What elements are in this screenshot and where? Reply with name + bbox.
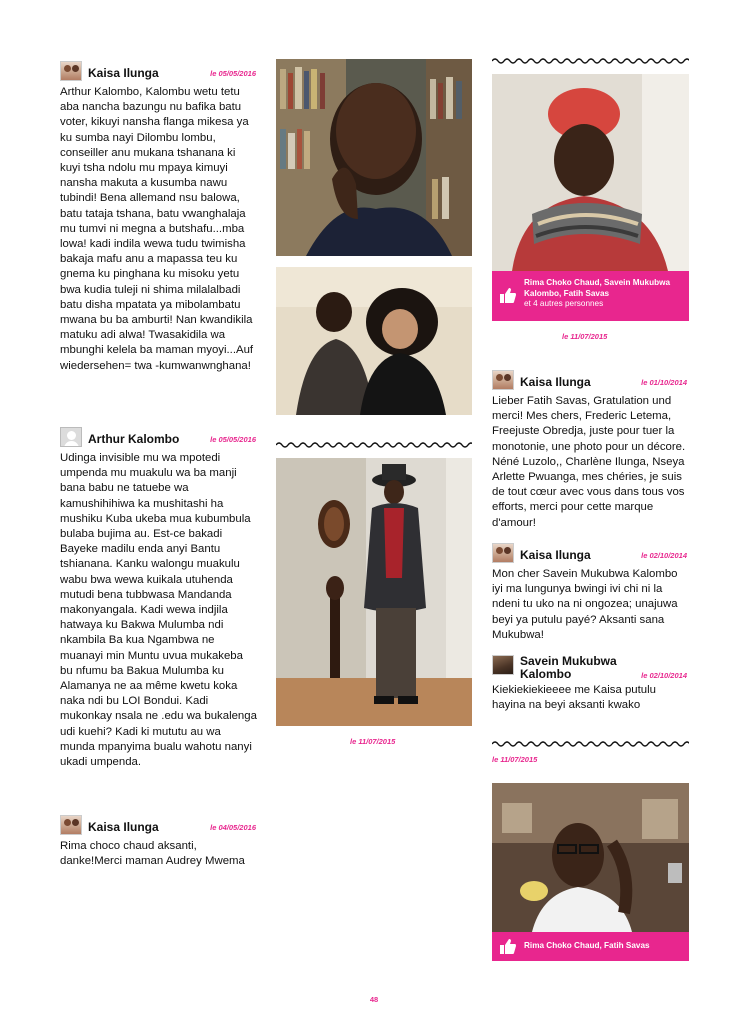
glasses-man-photo <box>492 783 689 932</box>
portrait-photo <box>276 59 472 256</box>
glasses-man-image <box>492 783 689 932</box>
red-hat-photo <box>492 74 689 271</box>
comment-author: Kaisa Ilunga <box>520 548 591 562</box>
comment-text: Udinga invisible mu wa mpotedi umpenda mu muakulu wa ba manji bana babu ne tatuebe wa kamushihihiwa ka mushitashi ha mushiku Kuba ukeba mua kubumbula bulaba bujima au. Est-ce bakadi Bayeke madilu enda anyi Bantu tshianana. Kanku walongu muakulu wabu bwa wewa kuikala utuhenda mutudi bena tubbwasa Mandanda makonyangala. Kadi wewa indjila hatwaya ku Bakwa Mulumba ndi nkambila Ba kua Ngambwa ne muanayi min Muntu uvua mukakeba bu nfumu ba Bakua Mulumba ku Alamanya ne aa même kwetu koka naka ndi bu LOI Bondui. Kadi mukonkay nsala ne .edu wa bukalenga udi kuehi? Kadi ki mututu au wa munda mpanyima bualu wahotu nanyi ukadi umpenda. <box>60 452 257 769</box>
comment-date: le 05/05/2016 <box>210 435 256 444</box>
family-avatar-icon <box>492 543 514 563</box>
thumbs-up-icon <box>500 288 516 303</box>
left-column <box>60 0 258 1024</box>
likes-bar[interactable] <box>492 932 689 961</box>
comment-text: Kiekiekiekieeee me Kaisa putulu hayina na beyi aksanti kwako <box>492 684 656 712</box>
comment-author: Arthur Kalombo <box>88 432 180 446</box>
comment-kaisa-4 <box>492 543 689 643</box>
default-avatar-icon <box>60 427 82 447</box>
likes-names: Rima Choko Chaud, Savein Mukubwa Kalombo, Fatih Savas <box>524 278 671 298</box>
comment-author: Kaisa Ilunga <box>88 66 159 80</box>
comment-date: le 01/10/2014 <box>641 378 687 387</box>
photo-date-stamp: le 11/07/2015 <box>350 737 396 746</box>
couple-photo <box>276 267 472 415</box>
comment-author: Kaisa Ilunga <box>88 820 159 834</box>
comment-author: Kaisa Ilunga <box>520 375 591 389</box>
comment-kaisa-2 <box>60 815 258 869</box>
comment-text: Mon cher Savein Mukubwa Kalombo iyi ma lungunya bwingi ivi chi ni la ndeni tu uko na ni ongozea; unajuwa beyi ya putulu payé? Aksanti sana Mukubwa! <box>492 568 678 641</box>
comment-date: le 02/10/2014 <box>641 551 687 560</box>
family-avatar-icon <box>60 61 82 81</box>
man-in-hat-image <box>276 458 472 726</box>
comment-date: le 02/10/2014 <box>641 671 687 680</box>
comment-text: Rima choco chaud aksanti, danke!Merci maman Audrey Mwema <box>60 840 245 868</box>
family-avatar-icon <box>60 815 82 835</box>
comment-arthur <box>60 427 258 770</box>
comment-author: Savein Mukubwa Kalombo <box>520 654 617 681</box>
photo-date-stamp: le 11/07/2015 <box>492 755 538 764</box>
family-avatar-icon <box>492 370 514 390</box>
wavy-divider-icon <box>492 740 689 748</box>
red-hat-image <box>492 74 689 271</box>
profile-photo-avatar <box>492 655 514 675</box>
couple-image <box>276 267 472 415</box>
man-in-hat-photo <box>276 458 472 726</box>
page-number: 48 <box>369 995 379 1004</box>
comment-date: le 05/05/2016 <box>210 69 256 78</box>
comment-date: le 04/05/2016 <box>210 823 256 832</box>
comment-savein <box>492 655 689 713</box>
middle-column <box>276 0 472 1024</box>
comment-text: Arthur Kalombo, Kalombu wetu tetu aba nancha bazungu nu bafika batu voter, kikuyi nansha flanga mikesa ya ku sumba nayi Dilombu lombu, conseiller anu mukana tshanana ki kuyi tsha ndolu mu mpaya kimuyi nansha makuta a kusumba nawu tubindi! Bena allemand nsu balowa, batu tataja tshana, batu vwanghalaja mu tumvi ni megna a butshafu...mba lowa! kadi indila wewa tudu twimisha bakaja mafu anu a mapassa teu ku gnema ku pinghana ku misoku yetu bwa kudia tuleji ni shima milalalbadi batu disha mpatata ya mibolambatu mwana bu ba amburti! Nan kwandikila matuku adi alwa! Twasakidila wa mbunghi kelela ba maman myoyi...Auf wiedersehen= twa -kumwanwnghana! <box>60 86 254 372</box>
comment-kaisa-3 <box>492 370 689 531</box>
thumbs-up-icon <box>500 939 516 954</box>
portrait-image <box>276 59 472 256</box>
likes-more[interactable]: et 4 autres personnes <box>524 299 604 308</box>
comment-kaisa-1 <box>60 61 258 374</box>
right-column <box>492 0 689 1024</box>
comment-text: Lieber Fatih Savas, Gratulation und merci! Mes chers, Frederic Letema, Freejuste Obredja, juste pour tuer la monotonie, une photo pour un décore. Néné Luzolo,, Charlène Ilunga, Nseya Arlette Pwuanga, mes chéries, je suis de tout cœur avec vous dans tous vos efforts, merci pour cette marque d'amour! <box>492 395 686 529</box>
likes-names: Rima Choko Chaud, Fatih Savas <box>524 941 650 950</box>
wavy-divider-icon <box>492 57 689 65</box>
likes-bar[interactable] <box>492 271 689 321</box>
photo-date-stamp: le 11/07/2015 <box>562 332 608 341</box>
wavy-divider-icon <box>276 441 472 449</box>
